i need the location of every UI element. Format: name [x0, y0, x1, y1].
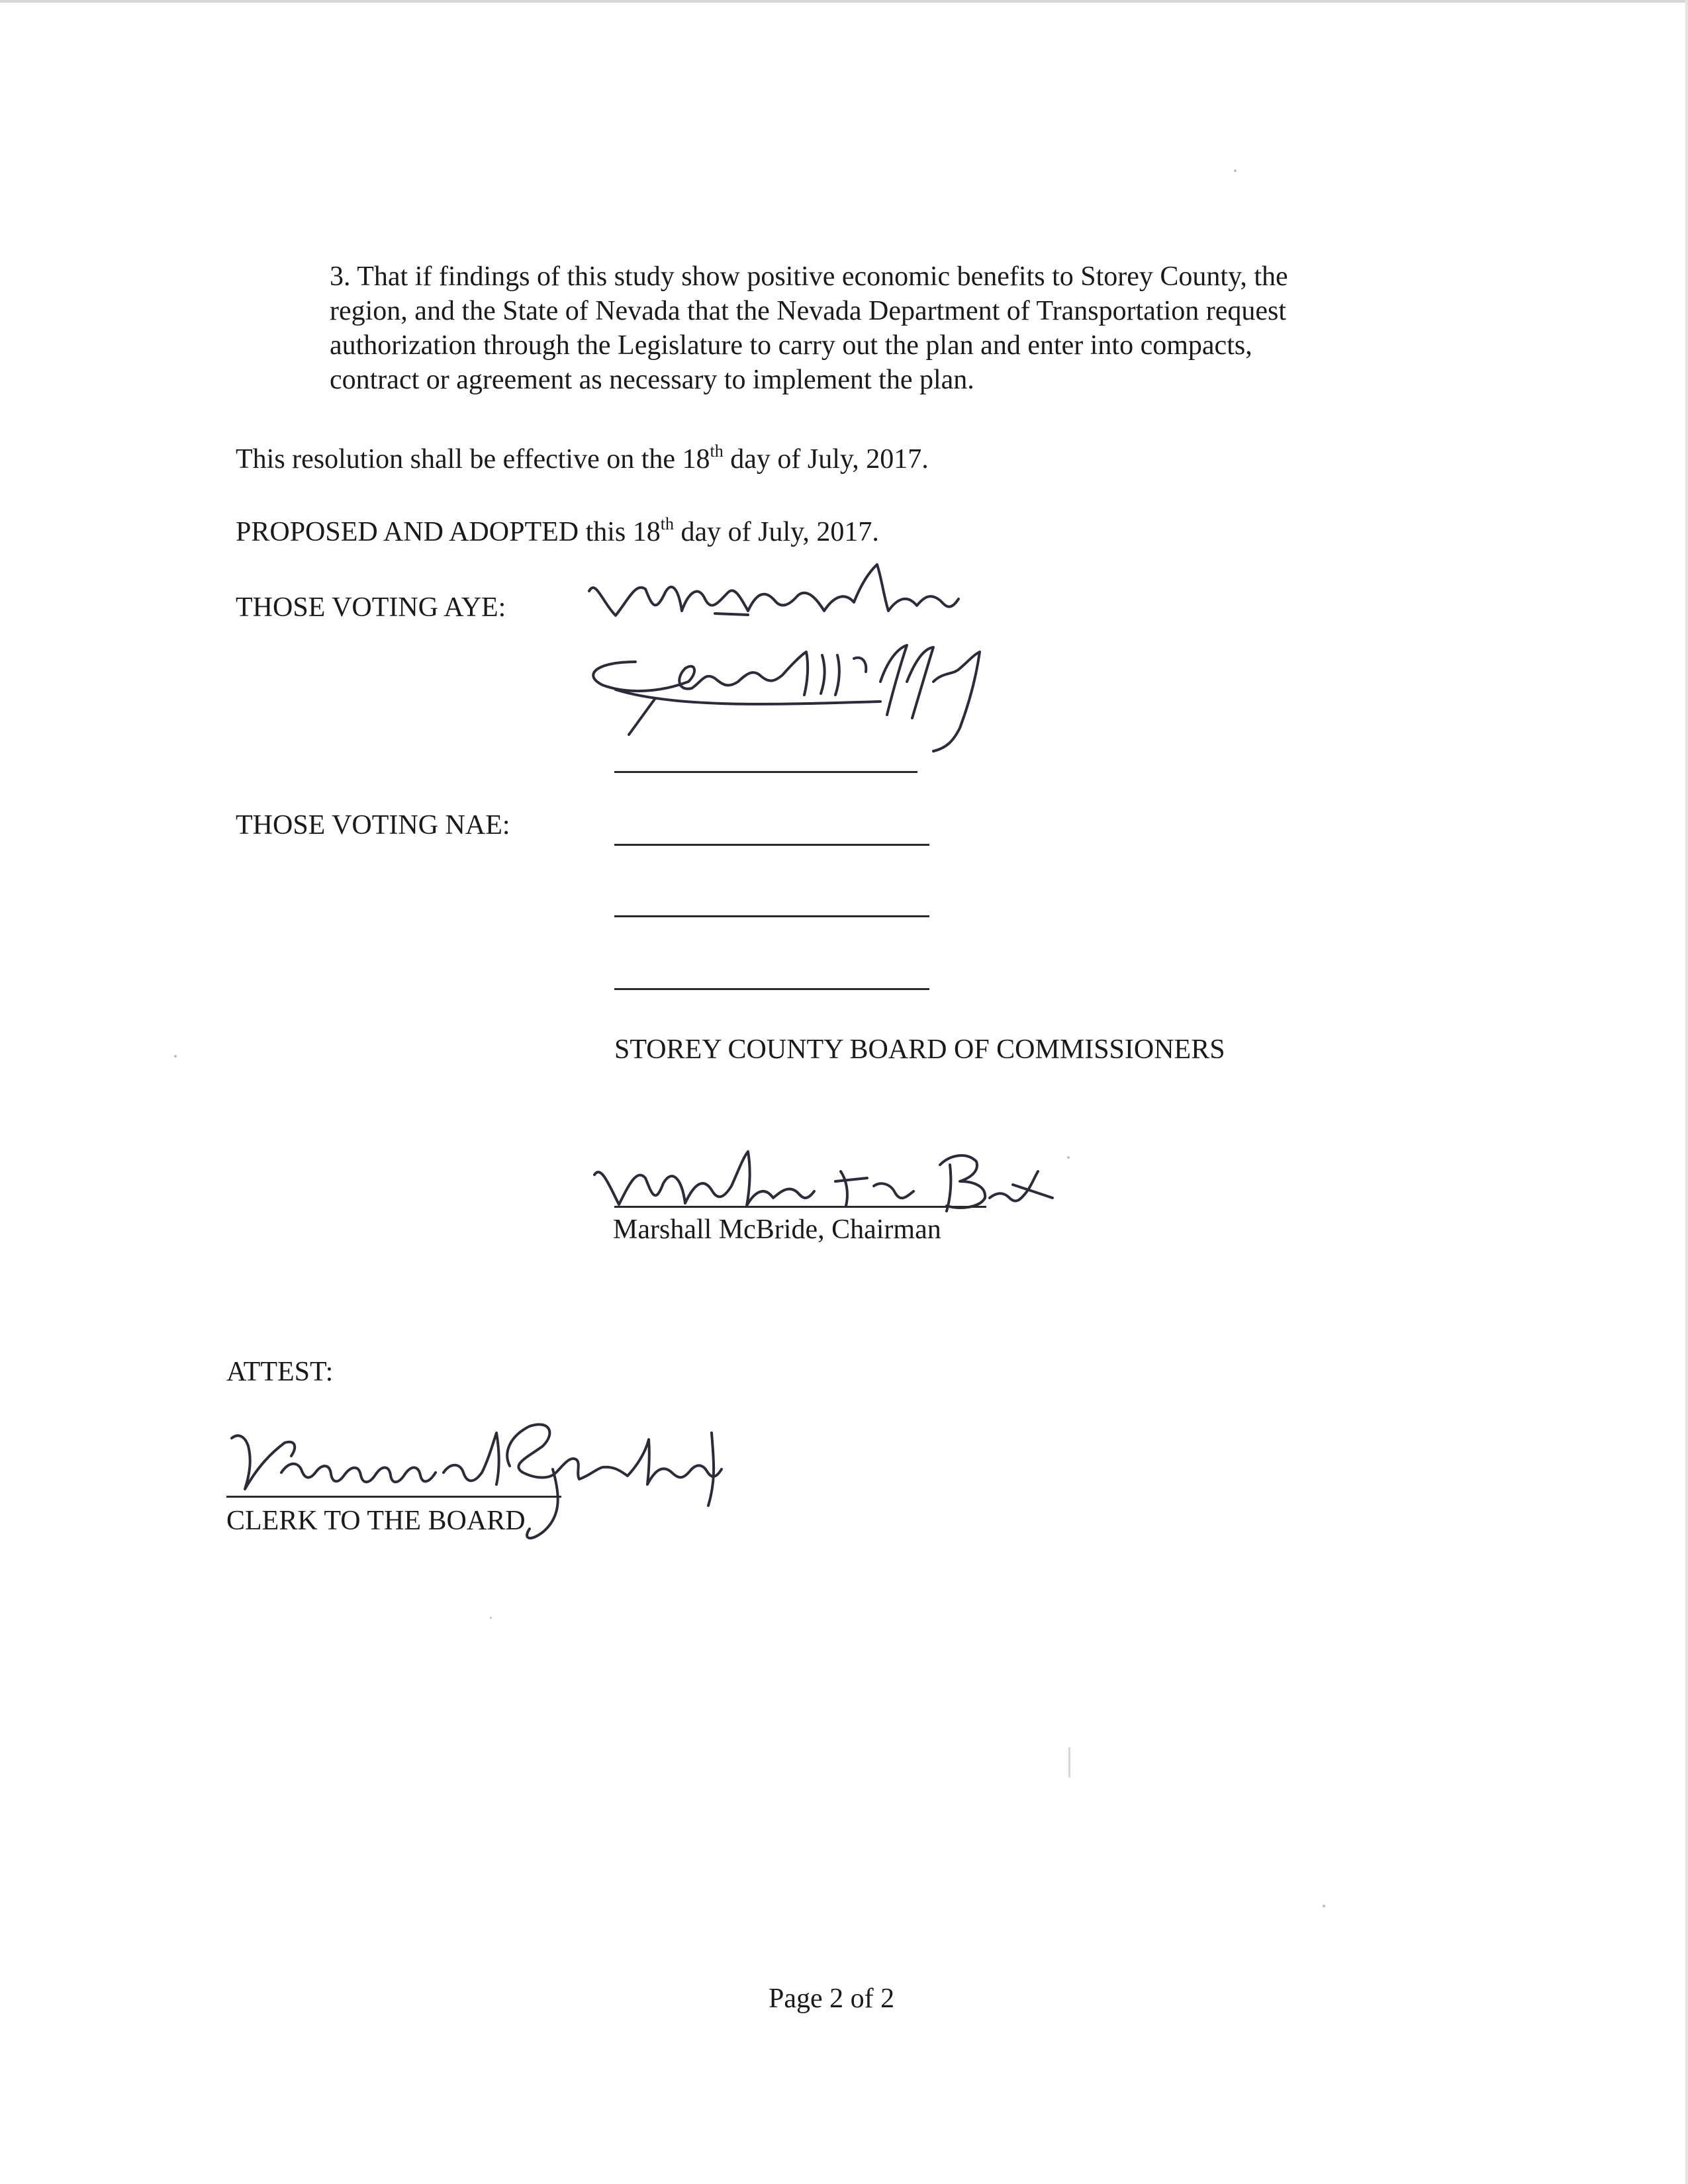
scan-speck	[174, 1055, 177, 1058]
nae-signature-line-3	[614, 988, 929, 990]
resolution-item-3	[330, 259, 1442, 397]
adopted-month-year: day of July, 2017.	[674, 517, 879, 547]
effective-date-ordinal: th	[710, 441, 724, 461]
scan-mark	[1068, 1747, 1070, 1778]
page-right-edge	[1685, 0, 1688, 2184]
scan-speck	[1323, 1905, 1325, 1907]
board-name: STOREY COUNTY BOARD OF COMMISSIONERS	[614, 1034, 1225, 1065]
clerk-caption: CLERK TO THE BOARD	[226, 1506, 526, 1536]
clerk-signature-line	[226, 1496, 561, 1498]
effective-date-text: This resolution shall be effective on the 18	[236, 444, 710, 475]
page-top-edge	[0, 0, 1688, 3]
scan-speck	[1234, 169, 1237, 172]
chairman-caption: Marshall McBride, Chairman	[613, 1214, 941, 1245]
adopted-statement	[236, 515, 879, 549]
effective-date-statement	[236, 442, 929, 477]
item-3-line-3: authorization through the Legislature to carry out the plan and enter into compacts,	[330, 330, 1252, 361]
scan-speck	[490, 1617, 492, 1619]
voting-aye-label: THOSE VOTING AYE:	[236, 592, 506, 623]
clerk-signature	[218, 1406, 748, 1565]
item-3-line-4: contract or agreement as necessary to implement the plan.	[330, 365, 974, 395]
effective-date-month-year: day of July, 2017.	[723, 444, 929, 475]
aye-signature-2	[576, 635, 1013, 761]
nae-signature-line-2	[614, 915, 929, 917]
aye-signature-line-3	[614, 771, 917, 773]
item-3-line-1: 3. That if findings of this study show positive economic benefits to Storey County, the	[330, 261, 1288, 292]
adopted-ordinal: th	[660, 514, 675, 533]
chairman-signature-line	[614, 1206, 986, 1208]
attest-label: ATTEST:	[226, 1357, 334, 1387]
nae-signature-line-1	[614, 844, 929, 846]
scan-speck	[1067, 1156, 1070, 1159]
voting-nae-label: THOSE VOTING NAE:	[236, 810, 510, 841]
page-number: Page 2 of 2	[769, 1983, 895, 2014]
adopted-text: PROPOSED AND ADOPTED this 18	[236, 517, 661, 547]
item-3-line-2: region, and the State of Nevada that the Nevada Department of Transportation request	[330, 296, 1287, 326]
